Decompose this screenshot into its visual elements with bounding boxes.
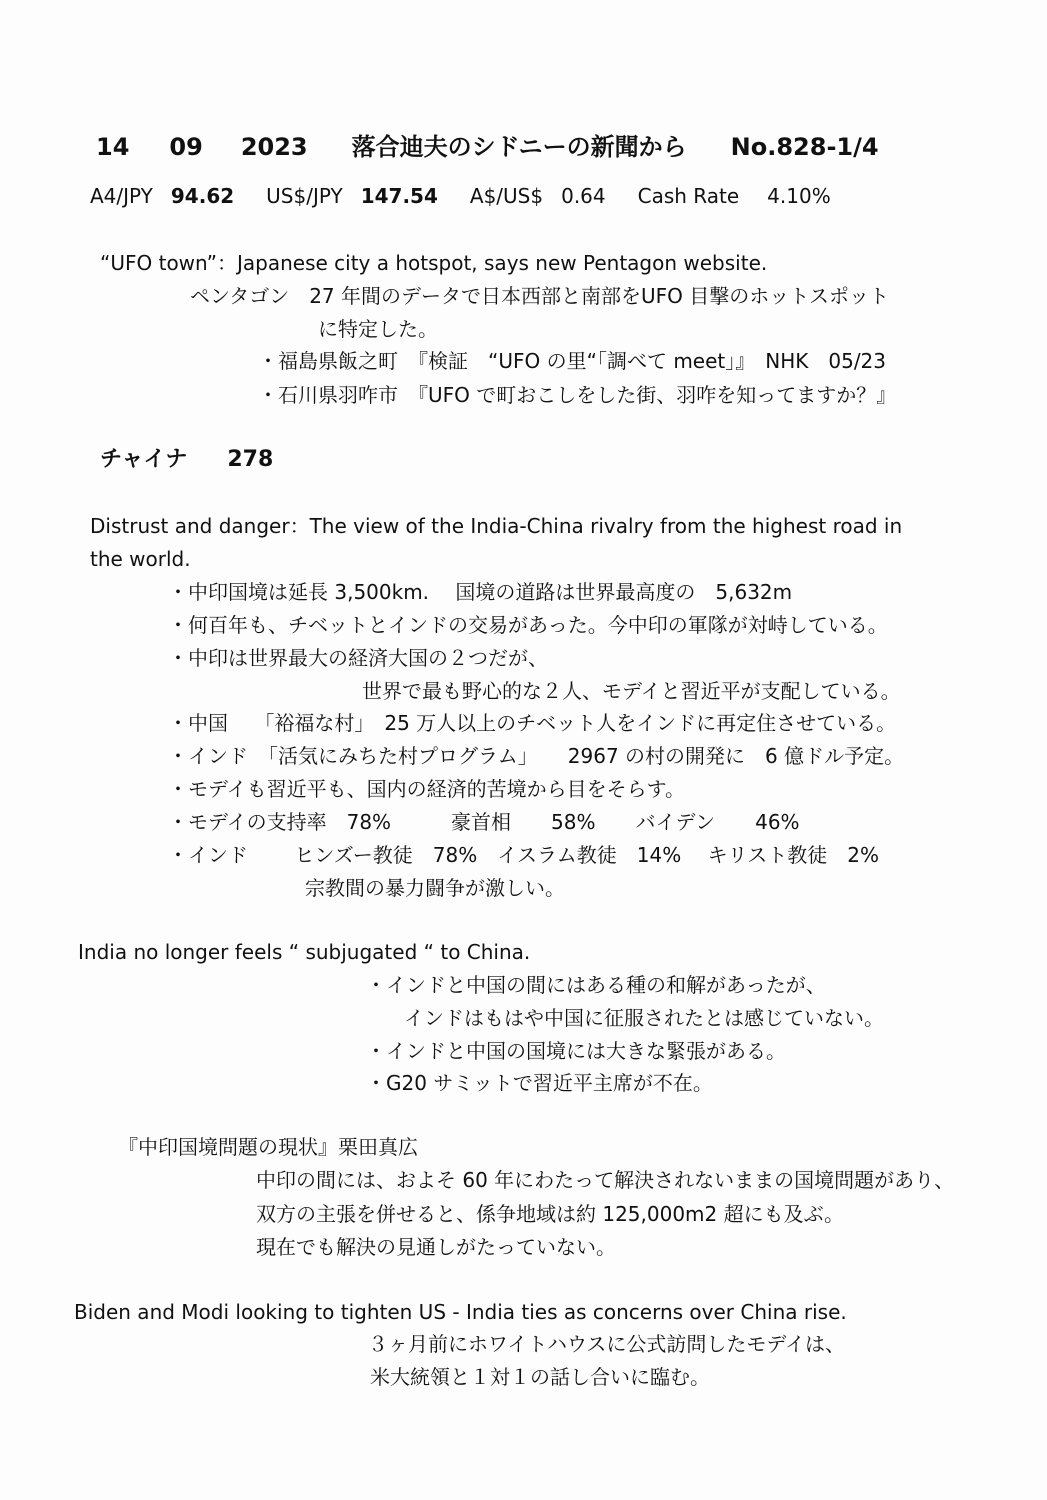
distrust-bullet: ・何百年も、チベットとインドの交易があった。今中印の軍隊が対峙している。 bbox=[168, 613, 888, 637]
us-jpy-label: US$/JPY bbox=[266, 184, 343, 208]
header-number: No.828-1/4 bbox=[730, 133, 879, 161]
section-number: 278 bbox=[227, 447, 274, 472]
ufo-headline: “UFO town”：Japanese city a hotspot, says new Pentagon website. bbox=[100, 251, 768, 275]
subjugated-bullet-continuation: インドはもはや中国に征服されたとは感じていない。 bbox=[404, 1006, 884, 1030]
book-line: 現在でも解決の見通しがたっていない。 bbox=[256, 1235, 616, 1259]
distrust-headline-line-1: Distrust and danger：The view of the India-China rivalry from the highest road in bbox=[90, 514, 903, 538]
section-title: チャイナ bbox=[100, 447, 188, 472]
biden-line: 米大統領と１対１の話し合いに臨む。 bbox=[370, 1365, 710, 1389]
cash-rate-label: Cash Rate bbox=[637, 184, 740, 208]
a-jpy-label: A4/JPY bbox=[90, 184, 153, 208]
a-jpy-value: 94.62 bbox=[170, 184, 235, 208]
distrust-bullet: ・インド 「活気にみちた村プログラム」 2967 の村の開発に 6 億ドル予定。 bbox=[168, 744, 905, 768]
biden-headline: Biden and Modi looking to tighten US - India ties as concerns over China rise. bbox=[74, 1300, 847, 1324]
book-line: 双方の主張を併せると、係争地域は約 125,000m2 超にも及ぶ。 bbox=[256, 1202, 845, 1226]
exchange-rates bbox=[90, 182, 831, 210]
distrust-bullet: ・モデイの支持率 78% 豪首相 58% バイデン 46% bbox=[168, 810, 800, 834]
biden-line: ３ヶ月前にホワイトハウスに公式訪問したモデイは、 bbox=[368, 1332, 845, 1356]
ufo-summary-line-1: ペンタゴン 27 年間のデータで日本西部と南部をUFO 目撃のホットスポット bbox=[190, 284, 890, 308]
distrust-bullet: ・モデイも習近平も、国内の経済的苦境から目をそらす。 bbox=[168, 777, 685, 801]
ufo-bullet-fukushima: ・福島県飯之町 『検証 “UFO の里“「調べて meet」』 NHK 05/23 bbox=[258, 349, 887, 373]
subjugated-bullet: ・インドと中国の国境には大きな緊張がある。 bbox=[366, 1039, 786, 1063]
distrust-bullet-continuation: 宗教間の暴力闘争が激しい。 bbox=[305, 876, 565, 900]
distrust-bullet: ・中印国境は延長 3,500km. 国境の道路は世界最高度の 5,632m bbox=[168, 580, 793, 604]
distrust-bullet-continuation: 世界で最も野心的な２人、モデイと習近平が支配している。 bbox=[362, 679, 901, 703]
distrust-headline-line-2: the world. bbox=[90, 547, 191, 571]
header-title: 落合迪夫のシドニーの新聞から bbox=[351, 133, 687, 161]
book-title: 『中印国境問題の現状』栗田真広 bbox=[118, 1135, 418, 1159]
ufo-bullet-ishikawa: ・石川県羽咋市 『UFO で町おこしをした街、羽咋を知ってますか？』 bbox=[258, 383, 897, 407]
section-heading-china bbox=[100, 444, 273, 476]
cash-rate-value: 4.10% bbox=[767, 184, 831, 208]
header-day: 14 bbox=[96, 133, 130, 161]
book-line: 中印の間には、およそ 60 年にわたって解決されないままの国境問題があり、 bbox=[256, 1168, 955, 1192]
a-us-value: 0.64 bbox=[561, 184, 606, 208]
header-month: 09 bbox=[169, 133, 203, 161]
subjugated-headline: India no longer feels “ subjugated “ to China. bbox=[78, 940, 531, 964]
distrust-bullet: ・インド ヒンズー教徒 78% イスラム教徒 14% キリスト教徒 2% bbox=[168, 843, 879, 867]
distrust-bullet: ・中国 「裕福な村」 25 万人以上のチベット人をインドに再定住させている。 bbox=[168, 711, 897, 735]
us-jpy-value: 147.54 bbox=[360, 184, 438, 208]
a-us-label: A$/US$ bbox=[469, 184, 544, 208]
page-header bbox=[96, 131, 879, 163]
header-year: 2023 bbox=[240, 133, 308, 161]
ufo-summary-line-2: に特定した。 bbox=[318, 317, 438, 341]
subjugated-bullet: ・G20 サミットで習近平主席が不在。 bbox=[366, 1071, 713, 1095]
distrust-bullet: ・中印は世界最大の経済大国の２つだが、 bbox=[168, 646, 548, 670]
subjugated-bullet: ・インドと中国の間にはある種の和解があったが、 bbox=[366, 973, 826, 997]
